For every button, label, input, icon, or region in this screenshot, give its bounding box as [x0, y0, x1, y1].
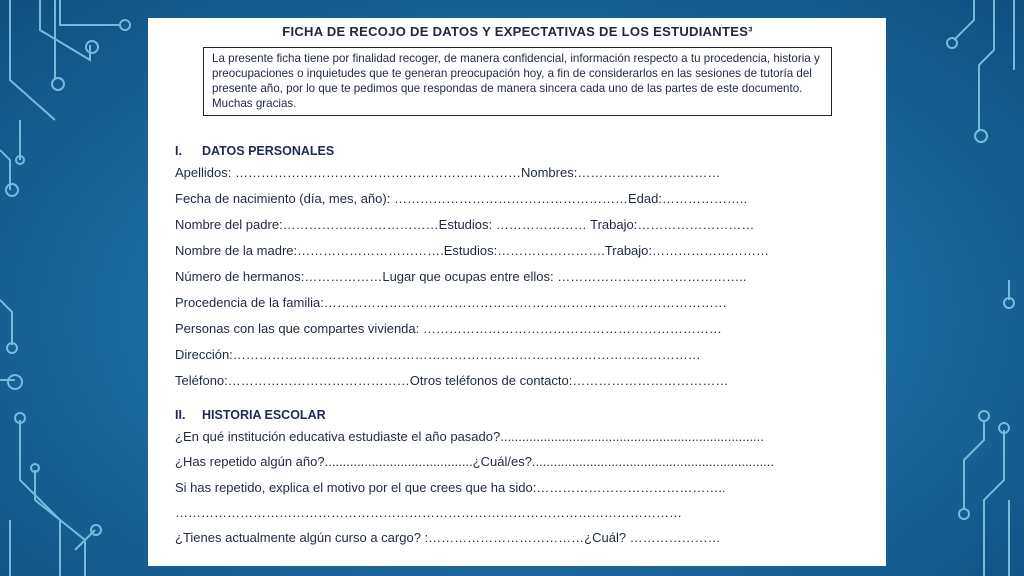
field-institucion-anterior: ¿En qué institución educativa estudiaste el año pasado?......................................................................... [175, 429, 764, 444]
field-nombre-padre: Nombre del padre:………………………………Estudios: ………………… Trabajo:……………………… [175, 217, 755, 232]
field-nombre-madre: Nombre de la madre:…………………………….Estudios:…………………….Trabajo:……………………… [175, 243, 770, 258]
section-number: II. [175, 408, 186, 422]
field-motivo-repeticion: Si has repetido, explica el motivo por el que crees que ha sido:…………………………………….. [175, 479, 726, 495]
section-number: I. [175, 144, 182, 158]
circuit-decoration-right [884, 0, 1024, 576]
circuit-decoration-left [0, 0, 150, 576]
section-title: HISTORIA ESCOLAR [202, 408, 326, 422]
field-apellidos-nombres: Apellidos: …………………………………………………………Nombres:…………………………… [175, 165, 721, 180]
field-motivo-continuacion: ……………………………………………………………………………………………………… [175, 504, 682, 520]
field-telefono: Teléfono:……………………………………Otros teléfonos de contacto:……………………………… [175, 373, 729, 388]
section-title: DATOS PERSONALES [202, 144, 335, 158]
field-personas-vivienda: Personas con las que compartes vivienda: …………………………………………………………… [175, 321, 722, 336]
document-title: FICHA DE RECOJO DE DATOS Y EXPECTATIVAS DE LOS ESTUDIANTES³ [282, 24, 753, 39]
field-procedencia-familia: Procedencia de la familia:………………………………………………………………………………… [175, 295, 727, 310]
document-page [148, 18, 886, 566]
field-curso-cargo: ¿Tienes actualmente algún curso a cargo? :………………………………¿Cuál? ………………… [175, 530, 721, 546]
field-numero-hermanos: Número de hermanos:………………Lugar que ocupas entre ellos: …………………………………….. [175, 269, 747, 284]
section-historia-escolar [175, 406, 860, 424]
field-repetido-anio: ¿Has repetido algún año?.........................................¿Cuál/es?................................................................... [175, 454, 774, 470]
section-datos-personales [175, 142, 860, 160]
field-fecha-nacimiento: Fecha de nacimiento (día, mes, año): ………………………………………………Edad:……………….. [175, 191, 748, 206]
field-direccion: Dirección:……………………………………………………………………………………………… [175, 347, 701, 362]
intro-box: La presente ficha tiene por finalidad recoger, de manera confidencial, información respecto a tu procedencia, historia y preocupaciones o inquietudes que te generan preocupación hoy, a fin de considerarlos en las sesiones de tutoría del presente año, por lo que te pedimos que respondas de manera sincera cada uno de las partes de este documento. Muchas gracias. [203, 47, 832, 116]
